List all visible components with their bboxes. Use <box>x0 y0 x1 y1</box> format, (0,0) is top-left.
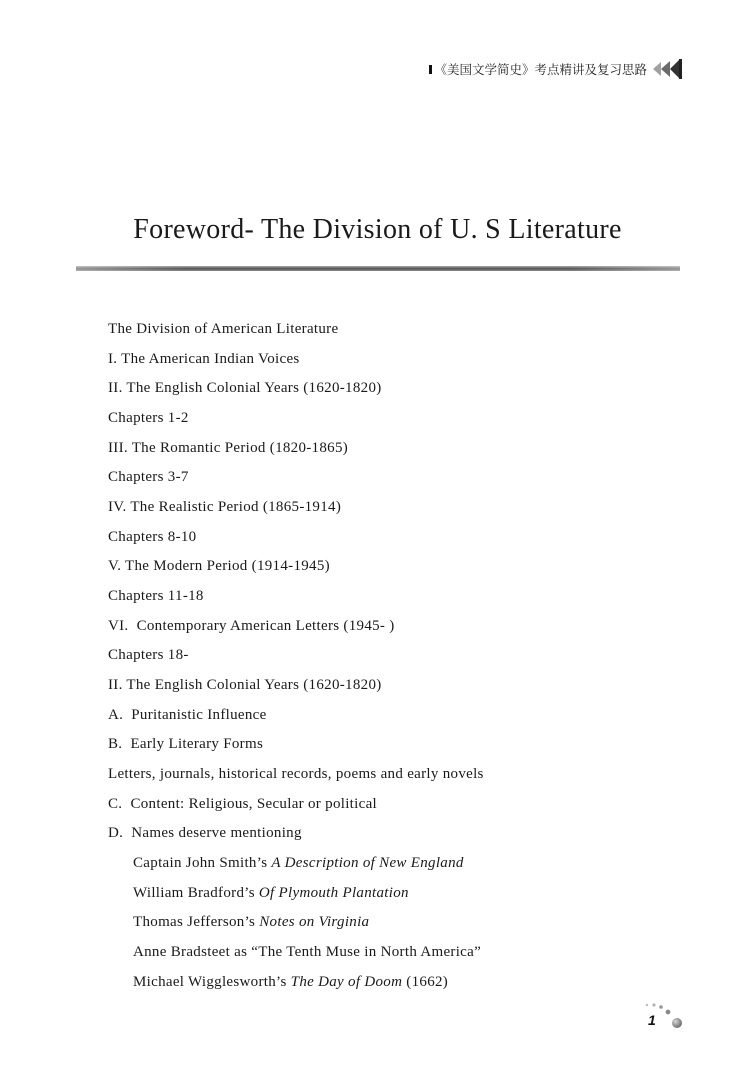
triple-left-arrow-icon <box>652 56 684 84</box>
chapter-range: Chapters 11-18 <box>108 588 204 605</box>
subsection-heading: II. The English Colonial Years (1620-1820) <box>108 677 382 694</box>
period-item: II. The English Colonial Years (1620-1820) <box>108 380 382 397</box>
chapter-range: Chapters 3-7 <box>108 469 189 486</box>
title-rule <box>76 266 680 271</box>
running-head <box>429 60 647 80</box>
period-item: V. The Modern Period (1914-1945) <box>108 558 330 575</box>
outline-item: B. Early Literary Forms <box>108 736 264 753</box>
period-item: IV. The Realistic Period (1865-1914) <box>108 499 342 516</box>
notable-work-item <box>108 879 484 909</box>
period-item: III. The Romantic Period (1820-1865) <box>108 439 349 456</box>
chapter-range: Chapters 1-2 <box>108 410 189 427</box>
outline-item: D. Names deserve mentioning <box>108 825 302 842</box>
section-heading: The Division of American Literature <box>108 321 339 337</box>
page-number: 1 <box>648 1012 656 1028</box>
chapter-range: Chapters 18- <box>108 647 189 664</box>
outline-body <box>108 315 484 997</box>
running-title: 《美国文学简史》考点精讲及复习思路 <box>434 62 647 77</box>
work-author: Michael Wigglesworth’s <box>133 973 291 990</box>
period-item: VI. Contemporary American Letters (1945- ) <box>108 617 395 634</box>
notable-work-item <box>108 938 484 968</box>
work-title: Of Plymouth Plantation <box>258 884 409 901</box>
outline-item: C. Content: Religious, Secular or political <box>108 795 377 812</box>
work-title: A Description of New England <box>271 855 464 872</box>
outline-item: A. Puritanistic Influence <box>108 706 267 723</box>
notable-work-item <box>108 968 484 998</box>
work-author: Captain John Smith’s <box>133 855 272 872</box>
work-title: The Day of Doom <box>290 973 403 990</box>
header-mark-icon <box>429 65 432 74</box>
outline-detail: Letters, journals, historical records, poems and early novels <box>108 766 484 783</box>
work-year: (1662) <box>402 973 449 990</box>
work-author: Thomas Jefferson’s <box>133 914 260 931</box>
work-author: Anne Bradsteet as “The Tenth Muse in North America” <box>133 944 482 961</box>
chapter-range: Chapters 8-10 <box>108 528 197 545</box>
page-title: Foreword- The Division of U. S Literature <box>133 214 622 245</box>
notable-work-item <box>108 908 484 938</box>
work-author: William Bradford’s <box>133 884 259 901</box>
work-title: Notes on Virginia <box>259 914 370 931</box>
notable-work-item <box>108 849 484 879</box>
period-item: I. The American Indian Voices <box>108 350 300 367</box>
